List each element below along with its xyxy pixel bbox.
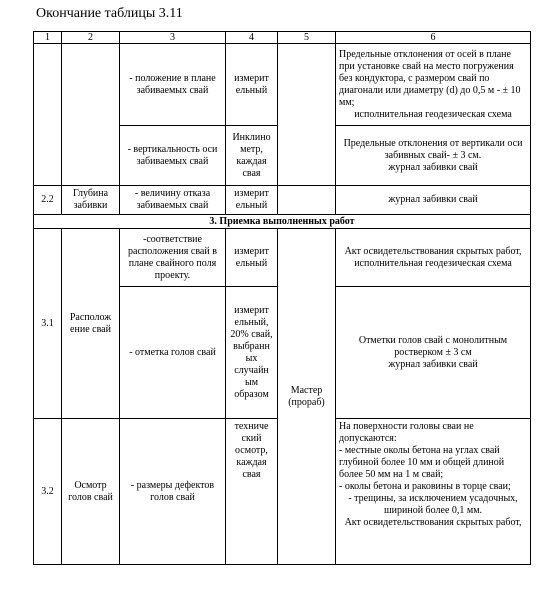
document-text: Акт освидетельствования скрытых работ, [344, 517, 522, 528]
col-header-4: 4 [226, 32, 278, 44]
cell-number: 2.2 [34, 186, 62, 215]
requirement-text: Предельные отклонения от осей в плане при установке свай на место погружения без кондуктора, с размером свай по диагонали или диаметру (d) до 0,5 м - ± 10 мм; [339, 48, 521, 108]
inspection-table [33, 31, 531, 565]
cell-number: 3.2 [34, 419, 62, 565]
cell-method: измерит ельный, 20% свай, выбранн ых случайн ым образом [226, 287, 278, 419]
cell-control-item: - размеры дефектов голов свай [120, 419, 226, 565]
cell-empty [34, 44, 62, 186]
header-row [34, 32, 531, 44]
cell-requirements [336, 126, 531, 186]
cell-requirements [336, 419, 531, 565]
cell-method: измерит ельный [226, 229, 278, 287]
cell-operation: Осмотр голов свай [62, 419, 120, 565]
section-title: 3. Приемка выполненных работ [34, 215, 531, 229]
requirement-text: На поверхности головы сваи не допускаются: [339, 421, 474, 444]
document-text: журнал забивки свай [388, 161, 478, 173]
col-header-2: 2 [62, 32, 120, 44]
requirement-text: - околы бетона и раковины в торце сваи; [339, 481, 511, 492]
col-header-5: 5 [278, 32, 336, 44]
cell-empty [278, 44, 336, 186]
document-text: журнал забивки свай [388, 358, 478, 370]
requirement-text: - местные околы бетона на углах свай глубиной более 10 мм и общей длиной более 50 мм на 1 м свай; [339, 445, 505, 480]
cell-control-item: - вертикальность оси забиваемых свай [120, 126, 226, 186]
cell-method: Инклино метр, каждая свая [226, 126, 278, 186]
cell-control-item: - положение в плане забиваемых свай [120, 44, 226, 126]
table-row [34, 229, 531, 287]
cell-requirements [336, 287, 531, 419]
cell-method: измерит ельный [226, 186, 278, 215]
cell-responsible: Мастер (прораб) [278, 229, 336, 565]
requirement-text: - трещины, за исключением усадочных, шириной более 0,1 мм. [348, 493, 518, 516]
cell-operation: Располож ение свай [62, 229, 120, 419]
cell-control-item: -соответствие расположения свай в плане свайного поля проекту. [120, 229, 226, 287]
cell-requirements [336, 44, 531, 126]
table-caption: Окончание таблицы 3.11 [36, 6, 183, 21]
requirement-text: Предельные отклонения от вертикали оси забивных свай- ± 3 см. [343, 137, 523, 161]
col-header-1: 1 [34, 32, 62, 44]
col-header-6: 6 [336, 32, 531, 44]
table-row [34, 186, 531, 215]
cell-requirements: журнал забивки свай [336, 186, 531, 215]
cell-control-item: - отметка голов свай [120, 287, 226, 419]
requirement-text: Отметки голов свай с монолитным ростверком ± 3 см [358, 334, 508, 358]
cell-empty [62, 44, 120, 186]
table-row [34, 44, 531, 126]
cell-method: измерит ельный [226, 44, 278, 126]
col-header-3: 3 [120, 32, 226, 44]
cell-number: 3.1 [34, 229, 62, 419]
cell-empty [278, 186, 336, 215]
cell-requirements: Акт освидетельствования скрытых работ, исполнительная геодезическая схема [336, 229, 531, 287]
document-text: исполнительная геодезическая схема [354, 108, 512, 120]
cell-operation: Глубина забивки [62, 186, 120, 215]
cell-method: техниче ский осмотр, каждая свая [226, 419, 278, 565]
cell-control-item: - величину отказа забиваемых свай [120, 186, 226, 215]
section-row [34, 215, 531, 229]
